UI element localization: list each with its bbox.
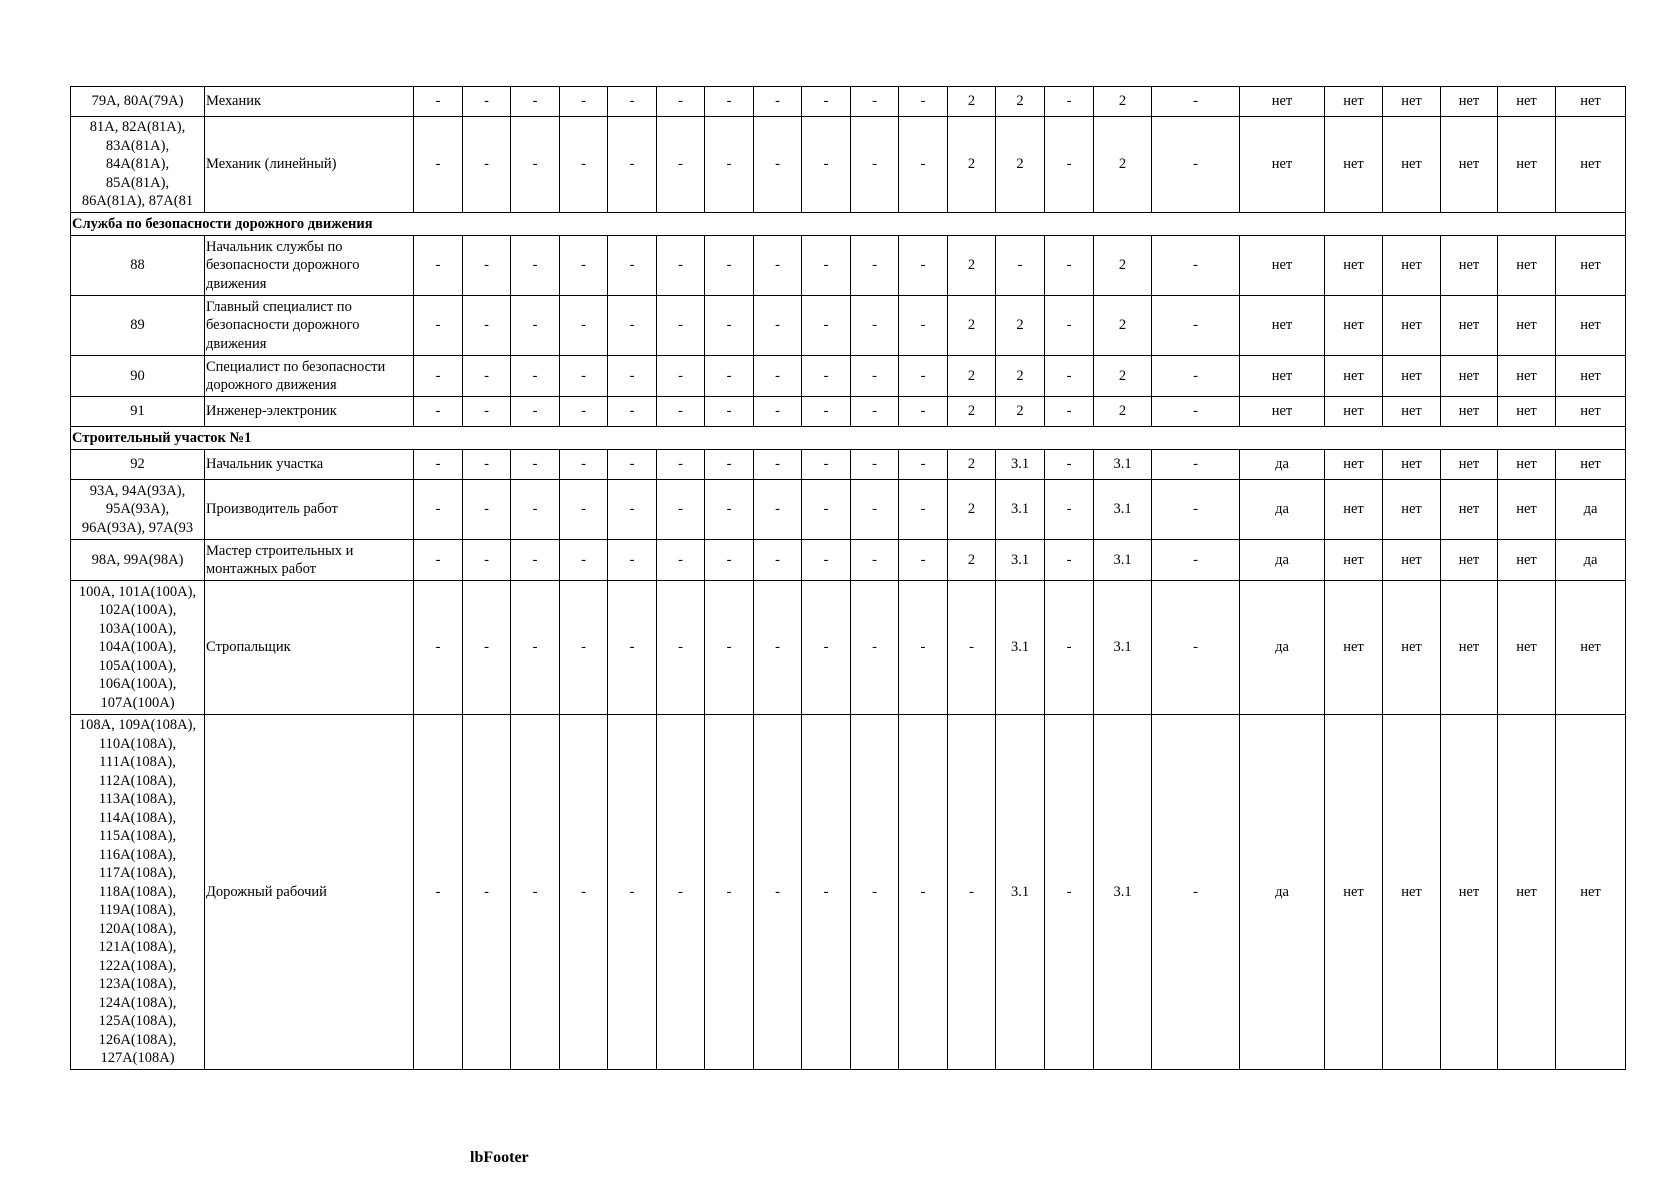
class-value-cell: -: [511, 540, 560, 581]
job-title-cell: Мастер строительных и монтажных работ: [205, 540, 414, 581]
workplace-code-cell: 98А, 99А(98А): [71, 540, 205, 581]
class-value-cell: -: [511, 236, 560, 296]
flag-cell: нет: [1325, 87, 1383, 117]
flag-cell: нет: [1325, 397, 1383, 427]
class-value-cell: -: [754, 397, 802, 427]
class-value-cell: -: [802, 450, 851, 480]
job-title-cell: Производитель работ: [205, 480, 414, 540]
class-value-cell: -: [1152, 540, 1240, 581]
class-value-cell: -: [608, 117, 657, 213]
job-title-cell: Инженер-электроник: [205, 397, 414, 427]
class-value-cell: -: [754, 581, 802, 715]
class-value-cell: -: [1152, 117, 1240, 213]
class-value-cell: -: [414, 356, 463, 397]
class-value-cell: 2: [948, 480, 996, 540]
class-value-cell: -: [1152, 581, 1240, 715]
class-value-cell: -: [1045, 480, 1094, 540]
class-value-cell: 2: [948, 117, 996, 213]
flag-cell: нет: [1441, 87, 1498, 117]
class-value-cell: -: [657, 236, 705, 296]
workplace-code-cell: 100А, 101А(100А), 102А(100А), 103А(100А), 104А(100А), 105А(100А), 106А(100А), 107А(100А): [71, 581, 205, 715]
flag-cell: нет: [1498, 356, 1556, 397]
class-value-cell: 2: [948, 450, 996, 480]
class-value-cell: -: [608, 87, 657, 117]
flag-cell: нет: [1441, 581, 1498, 715]
flag-cell: нет: [1383, 450, 1441, 480]
class-value-cell: -: [754, 117, 802, 213]
class-value-cell: -: [463, 356, 511, 397]
flag-cell: нет: [1441, 715, 1498, 1070]
class-value-cell: 2: [948, 540, 996, 581]
flag-cell: нет: [1240, 296, 1325, 356]
flag-cell: нет: [1383, 87, 1441, 117]
class-value-cell: -: [754, 236, 802, 296]
flag-cell: да: [1240, 450, 1325, 480]
job-title-cell: Начальник участка: [205, 450, 414, 480]
class-value-cell: -: [899, 715, 948, 1070]
class-value-cell: -: [1045, 450, 1094, 480]
flag-cell: нет: [1325, 581, 1383, 715]
class-value-cell: -: [463, 397, 511, 427]
class-value-cell: -: [802, 87, 851, 117]
flag-cell: нет: [1441, 540, 1498, 581]
job-title-cell: Специалист по безопасности дорожного движения: [205, 356, 414, 397]
class-value-cell: -: [899, 397, 948, 427]
class-value-cell: -: [511, 87, 560, 117]
page-footer: lbFooter: [470, 1149, 529, 1166]
flag-cell: нет: [1498, 87, 1556, 117]
class-value-cell: -: [899, 296, 948, 356]
class-value-cell: -: [1152, 296, 1240, 356]
flag-cell: да: [1240, 480, 1325, 540]
class-value-cell: -: [1152, 397, 1240, 427]
job-title-cell: Механик (линейный): [205, 117, 414, 213]
class-value-cell: -: [560, 296, 608, 356]
class-value-cell: -: [705, 236, 754, 296]
flag-cell: нет: [1498, 117, 1556, 213]
class-value-cell: -: [560, 397, 608, 427]
class-value-cell: -: [414, 236, 463, 296]
class-value-cell: -: [657, 450, 705, 480]
flag-cell: нет: [1240, 397, 1325, 427]
flag-cell: нет: [1556, 236, 1626, 296]
workplace-code-cell: 81А, 82А(81А), 83А(81А), 84А(81А), 85А(81А), 86А(81А), 87А(81: [71, 117, 205, 213]
flag-cell: нет: [1383, 480, 1441, 540]
flag-cell: нет: [1556, 356, 1626, 397]
table-row: [71, 296, 1626, 356]
job-title-cell: Дорожный рабочий: [205, 715, 414, 1070]
flag-cell: нет: [1556, 581, 1626, 715]
class-value-cell: 3.1: [1094, 480, 1152, 540]
section-title: Строительный участок №1: [71, 427, 1626, 450]
class-value-cell: -: [948, 581, 996, 715]
class-value-cell: -: [511, 715, 560, 1070]
class-value-cell: -: [851, 397, 899, 427]
class-value-cell: -: [802, 715, 851, 1070]
class-value-cell: -: [899, 480, 948, 540]
flag-cell: нет: [1556, 296, 1626, 356]
class-value-cell: -: [608, 715, 657, 1070]
class-value-cell: -: [560, 581, 608, 715]
section-header-row: [71, 213, 1626, 236]
class-value-cell: -: [1045, 117, 1094, 213]
flag-cell: нет: [1383, 236, 1441, 296]
class-value-cell: -: [560, 715, 608, 1070]
table-row: [71, 450, 1626, 480]
class-value-cell: 3.1: [1094, 540, 1152, 581]
table-row: [71, 356, 1626, 397]
flag-cell: нет: [1383, 296, 1441, 356]
class-value-cell: 3.1: [996, 715, 1045, 1070]
class-value-cell: -: [754, 715, 802, 1070]
class-value-cell: -: [1045, 540, 1094, 581]
class-value-cell: -: [1045, 581, 1094, 715]
class-value-cell: -: [802, 480, 851, 540]
flag-cell: нет: [1441, 296, 1498, 356]
class-value-cell: -: [754, 356, 802, 397]
flag-cell: нет: [1325, 236, 1383, 296]
class-value-cell: -: [1045, 356, 1094, 397]
class-value-cell: -: [463, 236, 511, 296]
flag-cell: нет: [1441, 356, 1498, 397]
class-value-cell: -: [608, 581, 657, 715]
class-value-cell: 3.1: [996, 480, 1045, 540]
flag-cell: нет: [1441, 480, 1498, 540]
class-value-cell: -: [1152, 236, 1240, 296]
class-value-cell: -: [1045, 715, 1094, 1070]
class-value-cell: -: [754, 480, 802, 540]
flag-cell: нет: [1240, 117, 1325, 213]
class-value-cell: -: [899, 581, 948, 715]
class-value-cell: -: [899, 117, 948, 213]
flag-cell: нет: [1383, 715, 1441, 1070]
class-value-cell: -: [511, 480, 560, 540]
class-value-cell: -: [414, 540, 463, 581]
flag-cell: нет: [1556, 715, 1626, 1070]
job-title-cell: Начальник службы по безопасности дорожного движения: [205, 236, 414, 296]
class-value-cell: -: [802, 236, 851, 296]
class-value-cell: -: [754, 540, 802, 581]
class-value-cell: -: [1152, 715, 1240, 1070]
class-value-cell: 2: [948, 87, 996, 117]
class-value-cell: 2: [1094, 397, 1152, 427]
class-value-cell: 2: [996, 117, 1045, 213]
class-value-cell: 2: [996, 356, 1045, 397]
workplace-code-cell: 79А, 80А(79А): [71, 87, 205, 117]
class-value-cell: 2: [996, 296, 1045, 356]
class-value-cell: -: [851, 296, 899, 356]
class-value-cell: -: [414, 87, 463, 117]
class-value-cell: -: [899, 236, 948, 296]
class-value-cell: -: [705, 87, 754, 117]
class-value-cell: -: [1045, 397, 1094, 427]
section-title: Служба по безопасности дорожного движения: [71, 213, 1626, 236]
work-conditions-table: [70, 86, 1626, 1070]
class-value-cell: -: [802, 581, 851, 715]
class-value-cell: 2: [996, 87, 1045, 117]
class-value-cell: -: [463, 87, 511, 117]
class-value-cell: -: [899, 540, 948, 581]
class-value-cell: 2: [948, 356, 996, 397]
table-row: [71, 715, 1626, 1070]
flag-cell: нет: [1325, 715, 1383, 1070]
flag-cell: нет: [1383, 117, 1441, 213]
class-value-cell: 2: [1094, 117, 1152, 213]
flag-cell: нет: [1498, 581, 1556, 715]
flag-cell: нет: [1498, 296, 1556, 356]
flag-cell: да: [1240, 715, 1325, 1070]
flag-cell: нет: [1441, 397, 1498, 427]
class-value-cell: -: [608, 480, 657, 540]
class-value-cell: -: [414, 397, 463, 427]
class-value-cell: -: [657, 397, 705, 427]
table-row: [71, 397, 1626, 427]
job-title-cell: Механик: [205, 87, 414, 117]
class-value-cell: 2: [1094, 296, 1152, 356]
class-value-cell: -: [802, 540, 851, 581]
class-value-cell: 2: [1094, 356, 1152, 397]
flag-cell: нет: [1325, 117, 1383, 213]
flag-cell: нет: [1240, 236, 1325, 296]
flag-cell: нет: [1325, 480, 1383, 540]
flag-cell: нет: [1383, 397, 1441, 427]
class-value-cell: -: [560, 87, 608, 117]
class-value-cell: 3.1: [996, 581, 1045, 715]
class-value-cell: -: [560, 236, 608, 296]
flag-cell: да: [1556, 480, 1626, 540]
class-value-cell: -: [899, 450, 948, 480]
table-row: [71, 540, 1626, 581]
class-value-cell: -: [899, 87, 948, 117]
class-value-cell: -: [705, 356, 754, 397]
flag-cell: нет: [1325, 356, 1383, 397]
class-value-cell: -: [560, 450, 608, 480]
flag-cell: нет: [1498, 715, 1556, 1070]
flag-cell: нет: [1556, 397, 1626, 427]
class-value-cell: -: [851, 715, 899, 1070]
flag-cell: нет: [1240, 87, 1325, 117]
table-row: [71, 581, 1626, 715]
class-value-cell: -: [511, 117, 560, 213]
workplace-code-cell: 89: [71, 296, 205, 356]
class-value-cell: 3.1: [996, 540, 1045, 581]
class-value-cell: -: [802, 397, 851, 427]
table-row: [71, 480, 1626, 540]
class-value-cell: -: [511, 356, 560, 397]
class-value-cell: -: [851, 236, 899, 296]
class-value-cell: -: [511, 296, 560, 356]
class-value-cell: -: [608, 236, 657, 296]
class-value-cell: -: [754, 296, 802, 356]
class-value-cell: -: [1045, 87, 1094, 117]
class-value-cell: -: [608, 296, 657, 356]
workplace-code-cell: 91: [71, 397, 205, 427]
class-value-cell: 3.1: [996, 450, 1045, 480]
class-value-cell: -: [657, 540, 705, 581]
class-value-cell: -: [414, 117, 463, 213]
class-value-cell: -: [657, 715, 705, 1070]
class-value-cell: -: [657, 117, 705, 213]
class-value-cell: -: [899, 356, 948, 397]
class-value-cell: -: [705, 117, 754, 213]
table-row: [71, 236, 1626, 296]
flag-cell: нет: [1325, 540, 1383, 581]
class-value-cell: -: [511, 397, 560, 427]
class-value-cell: -: [463, 581, 511, 715]
flag-cell: нет: [1240, 356, 1325, 397]
class-value-cell: -: [802, 356, 851, 397]
flag-cell: нет: [1325, 450, 1383, 480]
flag-cell: да: [1556, 540, 1626, 581]
job-title-cell: Главный специалист по безопасности дорожного движения: [205, 296, 414, 356]
job-title-cell: Стропальщик: [205, 581, 414, 715]
section-header-row: [71, 427, 1626, 450]
workplace-code-cell: 90: [71, 356, 205, 397]
flag-cell: нет: [1498, 480, 1556, 540]
class-value-cell: -: [802, 117, 851, 213]
workplace-code-cell: 92: [71, 450, 205, 480]
class-value-cell: -: [1152, 87, 1240, 117]
class-value-cell: -: [705, 540, 754, 581]
flag-cell: нет: [1383, 356, 1441, 397]
class-value-cell: -: [1152, 450, 1240, 480]
class-value-cell: -: [414, 581, 463, 715]
class-value-cell: -: [1045, 236, 1094, 296]
class-value-cell: -: [657, 296, 705, 356]
flag-cell: нет: [1441, 117, 1498, 213]
flag-cell: нет: [1383, 581, 1441, 715]
class-value-cell: 3.1: [1094, 715, 1152, 1070]
flag-cell: нет: [1498, 450, 1556, 480]
class-value-cell: -: [705, 397, 754, 427]
class-value-cell: -: [705, 450, 754, 480]
class-value-cell: -: [511, 450, 560, 480]
class-value-cell: -: [705, 581, 754, 715]
flag-cell: нет: [1383, 540, 1441, 581]
class-value-cell: -: [560, 356, 608, 397]
flag-cell: нет: [1441, 450, 1498, 480]
class-value-cell: -: [463, 715, 511, 1070]
flag-cell: нет: [1556, 117, 1626, 213]
class-value-cell: -: [705, 480, 754, 540]
class-value-cell: -: [560, 540, 608, 581]
table-row: [71, 87, 1626, 117]
class-value-cell: -: [608, 540, 657, 581]
class-value-cell: -: [851, 117, 899, 213]
class-value-cell: -: [851, 356, 899, 397]
class-value-cell: -: [463, 540, 511, 581]
class-value-cell: -: [657, 581, 705, 715]
flag-cell: нет: [1498, 236, 1556, 296]
class-value-cell: -: [414, 480, 463, 540]
class-value-cell: 2: [948, 296, 996, 356]
class-value-cell: -: [560, 117, 608, 213]
class-value-cell: -: [851, 581, 899, 715]
flag-cell: нет: [1556, 87, 1626, 117]
class-value-cell: 2: [948, 397, 996, 427]
class-value-cell: 2: [996, 397, 1045, 427]
workplace-code-cell: 93А, 94А(93А), 95А(93А), 96А(93А), 97А(93: [71, 480, 205, 540]
class-value-cell: -: [1152, 480, 1240, 540]
class-value-cell: -: [414, 715, 463, 1070]
workplace-code-cell: 88: [71, 236, 205, 296]
class-value-cell: -: [754, 87, 802, 117]
flag-cell: нет: [1441, 236, 1498, 296]
flag-cell: да: [1240, 540, 1325, 581]
class-value-cell: -: [414, 296, 463, 356]
class-value-cell: 3.1: [1094, 581, 1152, 715]
class-value-cell: -: [414, 450, 463, 480]
class-value-cell: -: [1045, 296, 1094, 356]
class-value-cell: 2: [1094, 87, 1152, 117]
class-value-cell: -: [608, 450, 657, 480]
class-value-cell: -: [657, 480, 705, 540]
class-value-cell: -: [948, 715, 996, 1070]
flag-cell: нет: [1498, 540, 1556, 581]
class-value-cell: -: [851, 450, 899, 480]
class-value-cell: 2: [948, 236, 996, 296]
class-value-cell: -: [608, 397, 657, 427]
class-value-cell: -: [463, 117, 511, 213]
flag-cell: нет: [1556, 450, 1626, 480]
class-value-cell: 2: [1094, 236, 1152, 296]
class-value-cell: -: [657, 356, 705, 397]
class-value-cell: -: [511, 581, 560, 715]
flag-cell: нет: [1325, 296, 1383, 356]
flag-cell: нет: [1498, 397, 1556, 427]
class-value-cell: -: [754, 450, 802, 480]
class-value-cell: -: [560, 480, 608, 540]
class-value-cell: 3.1: [1094, 450, 1152, 480]
class-value-cell: -: [463, 296, 511, 356]
class-value-cell: -: [802, 296, 851, 356]
class-value-cell: -: [463, 450, 511, 480]
class-value-cell: -: [463, 480, 511, 540]
class-value-cell: -: [705, 715, 754, 1070]
class-value-cell: -: [608, 356, 657, 397]
class-value-cell: -: [851, 540, 899, 581]
workplace-code-cell: 108А, 109А(108А), 110А(108А), 111А(108А), 112А(108А), 113А(108А), 114А(108А), 115А(108А), 116А(108А), 117А(108А), 118А(108А), 119А(108А), 120А(108А), 121А(108А), 122А(108А), 123А(108А), 124А(108А), 125А(108А), 126А(108А), 127А(108А): [71, 715, 205, 1070]
table-row: [71, 117, 1626, 213]
class-value-cell: -: [851, 87, 899, 117]
class-value-cell: -: [657, 87, 705, 117]
flag-cell: да: [1240, 581, 1325, 715]
class-value-cell: -: [705, 296, 754, 356]
class-value-cell: -: [851, 480, 899, 540]
class-value-cell: -: [1152, 356, 1240, 397]
class-value-cell: -: [996, 236, 1045, 296]
